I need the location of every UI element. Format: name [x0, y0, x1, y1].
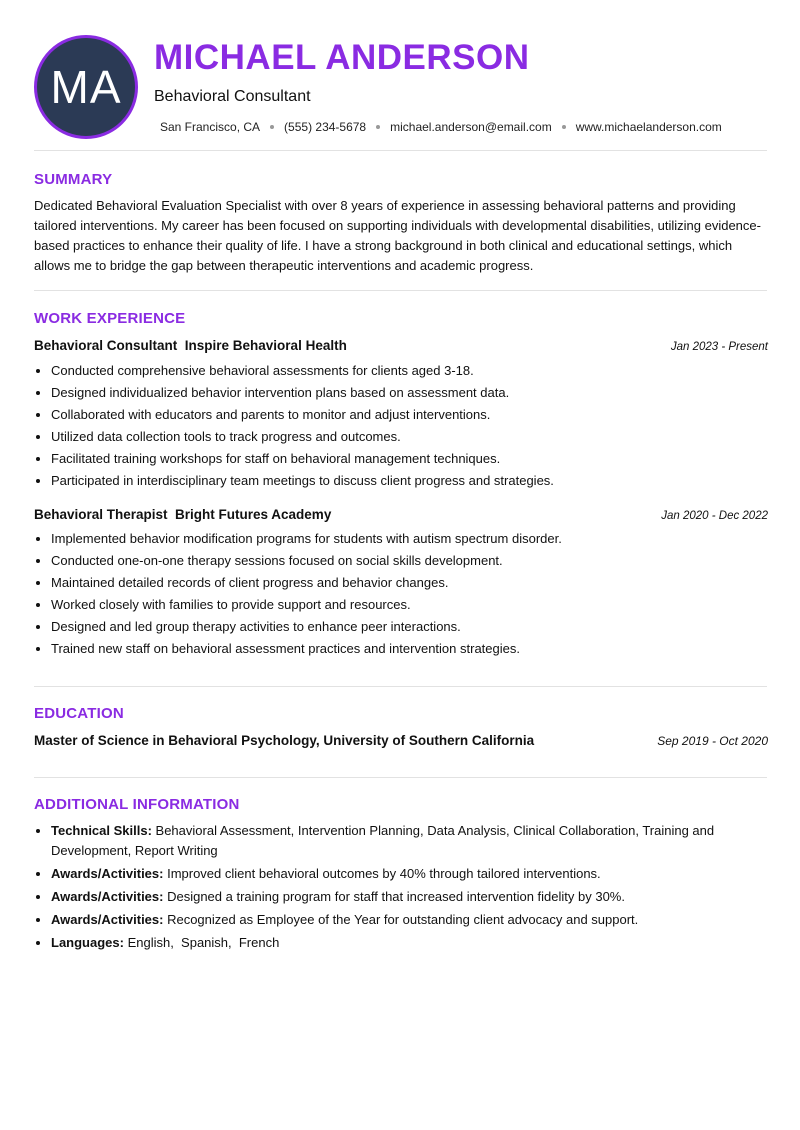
job-role-company: Behavioral Therapist Bright Futures Academy: [34, 507, 332, 522]
list-item: • Worked closely with families to provide support and resources.: [51, 594, 562, 616]
item-text: Behavioral Assessment, Intervention Planning, Data Analysis, Clinical Collaboration, Training and Development, Report Writing: [51, 823, 718, 858]
separator-dot: [270, 125, 274, 129]
section-divider: [34, 150, 767, 151]
job-header: [34, 338, 768, 353]
education-dates: Sep 2019 - Oct 2020: [657, 734, 768, 748]
job-bullet-list: [34, 360, 554, 492]
section-divider: [34, 686, 767, 687]
list-item: • Facilitated training workshops for staff on behavioral management techniques.: [51, 448, 554, 470]
job-dates: Jan 2023 - Present: [670, 341, 768, 353]
list-item: • Designed individualized behavior intervention plans based on assessment data.: [51, 382, 554, 404]
item-text: Recognized as Employee of the Year for outstanding client advocacy and support.: [163, 911, 639, 927]
summary-text: Dedicated Behavioral Evaluation Specialist with over 8 years of experience in assessing behavioral patterns and providing tailored interventions. My career has been focused on supporting individuals with developmental disabilities, utilizing evidence-based practices to enhance their quality of life. I have a strong background in both clinical and educational settings, which allows me to bridge the gap between therapeutic interventions and academic progress.: [34, 198, 761, 273]
education-entry: [34, 733, 768, 748]
contact-website[interactable]: www.michaelanderson.com: [575, 120, 722, 134]
job-title: Behavioral Consultant: [154, 88, 311, 105]
contact-line: [160, 120, 722, 134]
job-dates: Jan 2020 - Dec 2022: [661, 510, 768, 522]
list-item: • Implemented behavior modification programs for students with autism spectrum disorder.: [51, 528, 562, 550]
section-divider: [34, 777, 767, 778]
education-heading: EDUCATION: [34, 705, 124, 722]
list-item: • Maintained detailed records of client progress and behavior changes.: [51, 572, 562, 594]
experience-heading: WORK EXPERIENCE: [34, 310, 186, 327]
additional-list: [34, 821, 767, 956]
list-item: [51, 821, 767, 860]
job-bullet-list: [34, 528, 562, 660]
list-item: • Trained new staff on behavioral assessment practices and intervention strategies.: [51, 638, 562, 660]
contact-phone: (555) 234-5678: [284, 120, 367, 134]
list-item: • Collaborated with educators and parents to monitor and adjust interventions.: [51, 404, 554, 426]
item-label: Technical Skills:: [51, 823, 152, 838]
contact-location: San Francisco, CA: [160, 120, 261, 134]
item-label: Awards/Activities:: [51, 865, 164, 881]
item-text: English, Spanish, French: [123, 934, 280, 950]
additional-heading: ADDITIONAL INFORMATION: [34, 796, 240, 813]
item-text: Improved client behavioral outcomes by 40% through tailored interventions.: [163, 865, 601, 881]
section-divider: [34, 290, 767, 291]
avatar: [34, 35, 138, 139]
separator-dot: [562, 125, 566, 129]
item-label: Awards/Activities:: [51, 888, 164, 904]
avatar-initials: MA: [50, 61, 122, 113]
summary-heading: SUMMARY: [34, 171, 113, 188]
list-item: • Designed and led group therapy activities to enhance peer interactions.: [51, 616, 562, 638]
list-item: [51, 910, 767, 930]
degree-school: Master of Science in Behavioral Psychology, University of Southern California: [34, 733, 535, 748]
list-item: [51, 933, 767, 953]
list-item: • Conducted one-on-one therapy sessions focused on social skills development.: [51, 550, 562, 572]
candidate-name: MICHAEL ANDERSON: [154, 38, 530, 77]
list-item: [51, 887, 767, 907]
list-item: • Participated in interdisciplinary team meetings to discuss client progress and strategies.: [51, 470, 554, 492]
list-item: • Utilized data collection tools to track progress and outcomes.: [51, 426, 554, 448]
separator-dot: [376, 125, 380, 129]
item-text: Designed a training program for staff that increased intervention fidelity by 30%.: [163, 888, 625, 904]
list-item: • Conducted comprehensive behavioral assessments for clients aged 3-18.: [51, 360, 554, 382]
item-label: Languages:: [51, 934, 124, 950]
job-header: [34, 507, 768, 522]
item-label: Awards/Activities:: [51, 911, 164, 927]
list-item: [51, 864, 767, 884]
contact-email[interactable]: michael.anderson@email.com: [390, 120, 552, 134]
job-role-company: Behavioral Consultant Inspire Behavioral Health: [34, 338, 347, 353]
